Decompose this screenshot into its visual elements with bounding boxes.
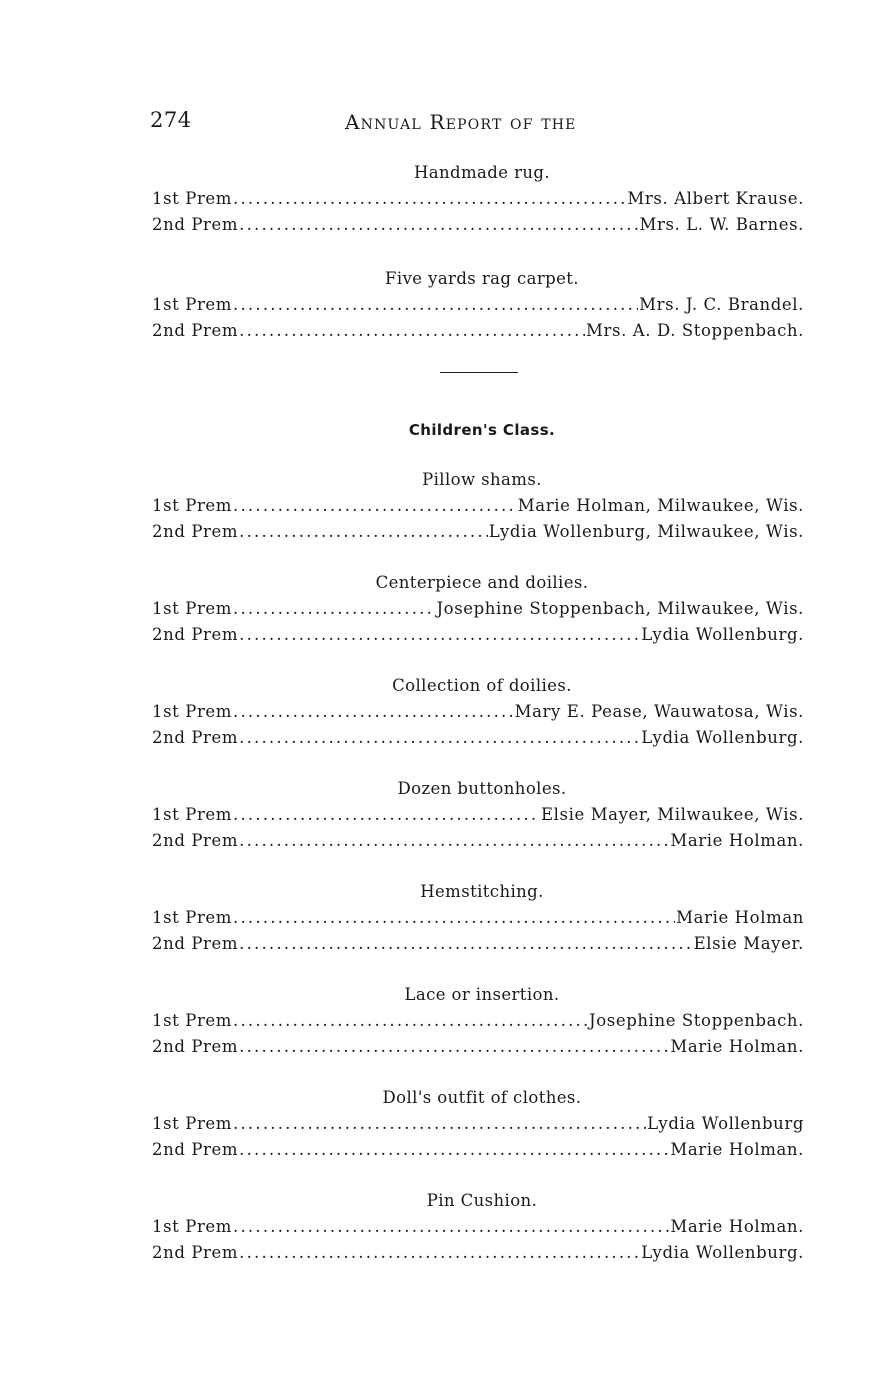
premium-entry xyxy=(152,699,804,725)
premium-list xyxy=(152,160,804,1291)
page-number: 274 xyxy=(150,108,192,132)
premium-label: 1st Prem xyxy=(152,1217,233,1236)
winner-name: Josephine Stoppenbach. xyxy=(589,1011,804,1030)
award-category xyxy=(152,982,804,1060)
premium-label: 1st Prem xyxy=(152,702,233,721)
premium-entry xyxy=(152,292,804,318)
premium-label: 1st Prem xyxy=(152,496,233,515)
premium-label: 2nd Prem xyxy=(152,321,239,340)
premium-entry xyxy=(152,1240,804,1266)
dot-leader xyxy=(233,802,540,828)
premium-entry xyxy=(152,725,804,751)
award-category xyxy=(152,160,804,238)
premium-label: 2nd Prem xyxy=(152,1037,239,1056)
winner-name: Marie Holman. xyxy=(670,831,804,850)
dot-leader xyxy=(239,519,488,545)
premium-label: 1st Prem xyxy=(152,599,233,618)
premium-entry xyxy=(152,905,804,931)
running-title: Annual Report of the xyxy=(345,110,577,134)
dot-leader xyxy=(239,1137,669,1163)
dot-leader xyxy=(239,1034,669,1060)
premium-entry xyxy=(152,622,804,648)
winner-name: Lydia Wollenburg xyxy=(647,1114,804,1133)
premium-label: 2nd Prem xyxy=(152,215,239,234)
premium-entry xyxy=(152,212,804,238)
award-category xyxy=(152,1085,804,1163)
winner-name: Lydia Wollenburg. xyxy=(641,1243,804,1262)
premium-label: 2nd Prem xyxy=(152,522,239,541)
premium-label: 1st Prem xyxy=(152,189,233,208)
winner-name: Marie Holman xyxy=(676,908,804,927)
dot-leader xyxy=(239,1240,640,1266)
dot-leader xyxy=(233,292,638,318)
premium-label: 2nd Prem xyxy=(152,1140,239,1159)
award-category xyxy=(152,673,804,751)
premium-entry xyxy=(152,519,804,545)
dot-leader xyxy=(239,828,669,854)
category-title: Lace or insertion. xyxy=(404,985,560,1004)
premium-entry xyxy=(152,318,804,344)
winner-name: Mrs. Albert Krause. xyxy=(627,189,804,208)
dot-leader xyxy=(239,212,638,238)
premium-entry xyxy=(152,802,804,828)
dot-leader xyxy=(233,1111,646,1137)
premium-label: 1st Prem xyxy=(152,1114,233,1133)
dot-leader xyxy=(233,1008,588,1034)
dot-leader xyxy=(239,318,585,344)
adult-sections xyxy=(152,160,804,344)
winner-name: Marie Holman. xyxy=(670,1037,804,1056)
winner-name: Josephine Stoppenbach, Milwaukee, Wis. xyxy=(436,599,804,618)
category-title: Pillow shams. xyxy=(422,470,542,489)
category-title: Centerpiece and doilies. xyxy=(375,573,589,592)
winner-name: Lydia Wollenburg. xyxy=(641,625,804,644)
winner-name: Marie Holman. xyxy=(670,1140,804,1159)
winner-name: Lydia Wollenburg, Milwaukee, Wis. xyxy=(488,522,804,541)
class-heading: Children's Class. xyxy=(408,421,556,439)
award-category xyxy=(152,879,804,957)
winner-name: Marie Holman, Milwaukee, Wis. xyxy=(517,496,804,515)
premium-entry xyxy=(152,931,804,957)
section-divider xyxy=(440,372,518,373)
award-category xyxy=(152,467,804,545)
section-divider-wrap xyxy=(152,372,804,417)
premium-entry xyxy=(152,493,804,519)
premium-label: 1st Prem xyxy=(152,805,233,824)
premium-label: 2nd Prem xyxy=(152,728,239,747)
category-title: Pin Cushion. xyxy=(426,1191,538,1210)
premium-entry xyxy=(152,186,804,212)
premium-entry xyxy=(152,1034,804,1060)
premium-entry xyxy=(152,1111,804,1137)
premium-entry xyxy=(152,596,804,622)
winner-name: Mrs. L. W. Barnes. xyxy=(639,215,804,234)
premium-entry xyxy=(152,1137,804,1163)
category-title: Five yards rag carpet. xyxy=(385,269,579,288)
award-category xyxy=(152,266,804,344)
winner-name: Lydia Wollenburg. xyxy=(641,728,804,747)
premium-entry xyxy=(152,1008,804,1034)
premium-label: 2nd Prem xyxy=(152,1243,239,1262)
premium-label: 1st Prem xyxy=(152,908,233,927)
category-title: Collection of doilies. xyxy=(392,676,572,695)
dot-leader xyxy=(239,622,640,648)
children-sections xyxy=(152,467,804,1266)
premium-label: 2nd Prem xyxy=(152,625,239,644)
dot-leader xyxy=(239,931,692,957)
running-head xyxy=(150,108,805,136)
award-category xyxy=(152,570,804,648)
winner-name: Mrs. J. C. Brandel. xyxy=(639,295,804,314)
winner-name: Mary E. Pease, Wauwatosa, Wis. xyxy=(514,702,804,721)
premium-label: 2nd Prem xyxy=(152,934,239,953)
award-category xyxy=(152,776,804,854)
award-category xyxy=(152,1188,804,1266)
dot-leader xyxy=(233,493,517,519)
category-title: Hemstitching. xyxy=(420,882,544,901)
category-title: Doll's outfit of clothes. xyxy=(382,1088,582,1107)
premium-entry xyxy=(152,828,804,854)
category-title: Dozen buttonholes. xyxy=(397,779,567,798)
dot-leader xyxy=(233,905,675,931)
premium-label: 2nd Prem xyxy=(152,831,239,850)
premium-label: 1st Prem xyxy=(152,1011,233,1030)
winner-name: Marie Holman. xyxy=(670,1217,804,1236)
winner-name: Elsie Mayer, Milwaukee, Wis. xyxy=(541,805,804,824)
dot-leader xyxy=(233,596,435,622)
premium-entry xyxy=(152,1214,804,1240)
winner-name: Elsie Mayer. xyxy=(693,934,804,953)
premium-label: 1st Prem xyxy=(152,295,233,314)
dot-leader xyxy=(239,725,640,751)
dot-leader xyxy=(233,699,514,725)
dot-leader xyxy=(233,186,626,212)
dot-leader xyxy=(233,1214,669,1240)
winner-name: Mrs. A. D. Stoppenbach. xyxy=(586,321,804,340)
category-title: Handmade rug. xyxy=(414,163,550,182)
